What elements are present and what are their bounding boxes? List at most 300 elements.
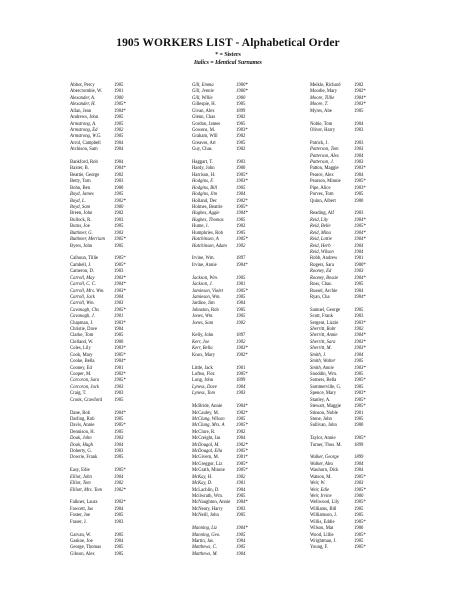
worker-year: 1903* [354, 166, 366, 172]
worker-name: Buttimer, Merriam [70, 237, 105, 243]
worker-name: Abbot, Percy [70, 83, 95, 88]
worker-year: 1904 [236, 384, 246, 390]
worker-name: Kerr, Joe [192, 339, 210, 345]
worker-year: 1904 [354, 461, 364, 467]
worker-name: Patrick, J. [310, 140, 329, 146]
worker-name: Burns, Joe [70, 224, 90, 230]
worker-name: Armstrong, W.G. [70, 134, 102, 140]
worker-year: 1904* [114, 282, 126, 288]
worker-year: 1905 [354, 192, 364, 198]
worker-name: Andrews, John [70, 115, 99, 121]
worker-name: Carroll, Mrs. Wm. [70, 288, 105, 294]
worker-year: 1904 [354, 288, 364, 294]
worker-year: 1905 [236, 545, 246, 551]
worker-year: 1904* [236, 500, 248, 506]
worker-name: Carroll, Jack [70, 294, 95, 300]
worker-year: 1903 [354, 481, 364, 487]
worker-name: Carroll, C. C. [70, 282, 97, 288]
worker-year: 1904 [236, 301, 246, 307]
worker-year: 1905* [114, 423, 126, 429]
worker-year: 1905 [236, 532, 246, 538]
worker-year: 1903* [354, 365, 366, 371]
worker-name: Carroll, May [70, 275, 95, 281]
worker-name: Cavanagh, J. [70, 314, 95, 320]
worker-name: Byers, John [70, 243, 93, 249]
worker-row [192, 552, 300, 558]
worker-name: Alexander, A. [70, 95, 96, 101]
worker-year: 1904 [354, 352, 364, 358]
worker-name: Irvine, Annie [192, 262, 217, 268]
worker-year: 1905 [354, 371, 364, 377]
worker-name: Kelly, John [192, 333, 214, 339]
worker-year: 1903* [354, 320, 366, 326]
worker-year: 1900 [354, 526, 364, 532]
worker-name: Jones, Sam [192, 320, 214, 326]
worker-year: 1905 [354, 513, 364, 519]
worker-name: McBride, Annie [192, 404, 223, 410]
worker-year: 1905 [354, 108, 364, 114]
worker-name: Hodgins, Bill [192, 185, 218, 191]
worker-year: 1902 [236, 320, 246, 326]
worker-year: 1904* [114, 166, 126, 172]
worker-name: Patton, Maggie [310, 166, 339, 172]
worker-year: 1904 [354, 243, 364, 249]
worker-year: 1905 [236, 275, 246, 281]
worker-name: Graham, Will [192, 134, 218, 140]
worker-name: Betty, Tom [70, 179, 91, 185]
worker-year: 1901 [236, 481, 246, 487]
worker-year: 1905 [236, 102, 246, 108]
worker-year: 1905 [114, 551, 124, 557]
worker-year: 1905* [236, 205, 248, 211]
worker-name: Gowens, M. [192, 127, 216, 133]
worker-year: 1899 [236, 378, 246, 384]
worker-year: 1905 [236, 307, 246, 313]
worker-name: Pearson, Minnie [310, 179, 341, 185]
worker-name: Wilson, Mat [310, 526, 334, 532]
worker-year: 1905* [114, 468, 126, 474]
worker-year: 1902 [114, 481, 124, 487]
worker-row [310, 545, 418, 551]
worker-year: 1903* [114, 320, 126, 326]
worker-year: 1903 [114, 269, 124, 275]
worker-name: Jones, Wm. [192, 314, 214, 320]
worker-name: Sherritt, Robt [310, 327, 336, 333]
worker-name: Lyness, Dave [192, 384, 217, 390]
worker-name: Mcilwrath, Wm. [192, 494, 224, 499]
worker-year: 1905* [354, 532, 366, 538]
worker-year: 1901 [114, 314, 124, 320]
worker-name: Stinson, Noble [310, 410, 338, 416]
worker-year: 1903 [236, 391, 246, 397]
worker-year: 1901 [236, 365, 246, 371]
worker-name: Holmes, Beatrie [192, 205, 223, 211]
worker-name: Stone, John [310, 416, 332, 422]
worker-year: 1903 [114, 519, 124, 525]
worker-name: Hutchinson, A [192, 237, 219, 243]
worker-year: 1905* [114, 262, 126, 268]
worker-name: Cameron, D. [70, 269, 95, 275]
worker-name: Garvan, W. [70, 532, 92, 538]
worker-name: Hodgins, Jim [192, 192, 217, 198]
worker-name: Cavanagh, Chs [70, 307, 99, 313]
worker-name: Cambell, J. [70, 262, 92, 268]
worker-name: Robb, Andrew [310, 256, 338, 262]
worker-name: Hutchinson, Adam [192, 243, 227, 249]
worker-name: Gillespie, H. [192, 102, 216, 108]
worker-name: Foster, Joe [70, 513, 91, 519]
worker-name: Harrison, H. [192, 172, 216, 178]
worker-name: Armstrong, A. [70, 121, 97, 127]
worker-year: 1904 [236, 192, 246, 198]
worker-name: Oliver, Harry [310, 127, 336, 133]
worker-name: Manning, Liz [192, 526, 218, 532]
worker-year: 1905 [114, 192, 124, 198]
worker-name: Patterson, J. [310, 160, 334, 166]
worker-year: 1905* [236, 461, 248, 467]
worker-name: Willis, Eddie [310, 519, 335, 525]
worker-year: 1904* [354, 237, 366, 243]
worker-year: 1903 [114, 436, 124, 442]
worker-year: 1904* [354, 95, 366, 101]
worker-name: Noble, Tom [310, 121, 333, 127]
worker-name: Stanley, A. [310, 397, 331, 403]
worker-name: Cooper, M. [70, 371, 92, 377]
worker-year: 1904 [236, 436, 246, 442]
worker-year: 1904 [114, 294, 124, 300]
worker-year: 1901 [354, 256, 364, 262]
worker-year: 1905* [236, 449, 248, 455]
worker-name: Turner, Thos. M. [310, 442, 342, 448]
worker-name: McDougal, M. [192, 442, 220, 448]
worker-year: 1900 [236, 166, 246, 172]
worker-name: Samuel, George [310, 307, 341, 313]
worker-name: Matthews, C. [192, 545, 217, 551]
worker-name: Reid, Mina [310, 230, 331, 236]
worker-name: Falkner, Laura [70, 500, 98, 506]
worker-name: Rooney, Ed [310, 269, 332, 275]
worker-name: Williams, Bill [310, 506, 337, 512]
worker-name: McGrath, Minnie [192, 468, 225, 474]
worker-year: 1905* [354, 519, 366, 525]
worker-year: 1903 [114, 384, 124, 390]
worker-year: 1905 [114, 455, 124, 461]
worker-name: Boyd, L. [70, 198, 86, 204]
worker-year: 1902* [114, 500, 126, 506]
worker-year: 1903* [114, 288, 126, 294]
worker-name: Walker, Alex [310, 461, 334, 467]
worker-name: Crook, Crawford [70, 397, 103, 403]
worker-year: 1904 [354, 172, 364, 178]
worker-name: Guy, Chas. [192, 147, 213, 153]
worker-name: Wood, Lillie [310, 532, 334, 538]
worker-year: 1902* [114, 371, 126, 377]
worker-name: Corcoran, Sara [70, 378, 100, 384]
worker-name: Loftus, Flor. [192, 371, 216, 377]
worker-year: 1900 [114, 205, 124, 211]
worker-year: 1903 [236, 160, 246, 166]
worker-year: 1904 [114, 327, 124, 333]
worker-year: 1905 [114, 429, 124, 435]
worker-year: 1900 [114, 339, 124, 345]
worker-name: Quinn, Albert [310, 198, 336, 204]
worker-name: Moodie, Mary [310, 89, 338, 95]
worker-year: 1905* [114, 352, 126, 358]
worker-name: Dane, Rob [70, 410, 91, 416]
worker-year: 1902* [236, 198, 248, 204]
worker-name: Patterson, Alex [310, 153, 339, 159]
worker-name: Hughes, Aggie [192, 211, 220, 217]
legend-sisters: * = Sisters [215, 52, 241, 58]
worker-year: 1904* [114, 108, 126, 114]
worker-name: McKay, H. [192, 474, 213, 480]
worker-name: Purves, Tom [310, 192, 334, 198]
worker-name: Rooney, Bessie [310, 275, 339, 281]
worker-year: 1900 [236, 95, 246, 101]
worker-year: 1903* [354, 346, 366, 352]
worker-name: Reid, Herb [310, 243, 331, 249]
worker-name: Armstrong, Ed [70, 127, 98, 133]
worker-name: Boyd, James [70, 192, 94, 198]
worker-year: 1905 [354, 538, 364, 544]
worker-name: Abercrombie, W. [70, 89, 103, 95]
worker-name: McClung, Mrs. A [192, 423, 225, 429]
worker-name: Patterson, Tom [310, 147, 339, 153]
worker-name: Gill, Emma [192, 83, 214, 88]
worker-name: Jackson, Wm. [192, 275, 218, 281]
worker-year: 1904* [354, 294, 366, 300]
worker-name: Boyd, Sam [70, 205, 91, 211]
worker-year: 1904* [354, 275, 366, 281]
worker-name: McClung, Wilson [192, 416, 225, 422]
worker-name: Hume, J. [192, 224, 209, 230]
worker-name: Irvine, Wm. [192, 256, 215, 262]
worker-year: 1904 [236, 538, 246, 544]
worker-year: 1903 [236, 506, 246, 512]
worker-year: 1905* [114, 378, 126, 384]
worker-name: McNeill, John [192, 513, 219, 519]
worker-year: 1904 [354, 121, 364, 127]
worker-year: 1904* [354, 333, 366, 339]
worker-year: 1901 [236, 282, 246, 288]
worker-name: Cooke, Bella [70, 359, 95, 365]
worker-year: 1904* [236, 262, 248, 268]
worker-name: Watson, M. [310, 474, 332, 480]
worker-name: Hodgins, F. [192, 179, 214, 185]
worker-name: Moore, Tillie [310, 95, 335, 101]
worker-year: 1900* [236, 89, 248, 95]
worker-year: 1905* [354, 500, 366, 506]
worker-year: 1902 [236, 474, 246, 480]
worker-year: 1905 [114, 545, 124, 551]
legend-italics: Italics = Identical Surnames [194, 60, 262, 66]
worker-year: 1904* [236, 526, 248, 532]
worker-year: 1904 [114, 506, 124, 512]
worker-name: Manning, Geo. [192, 532, 221, 538]
worker-year: 1905 [114, 243, 124, 249]
worker-year: 1905 [236, 494, 246, 499]
worker-year: 1901 [114, 365, 124, 371]
worker-year: 1904* [354, 230, 366, 236]
worker-name: Jamieson, Violet [192, 288, 223, 294]
worker-year: 1905* [354, 397, 366, 403]
worker-name: Gill, Jennie [192, 89, 214, 95]
worker-year: 1904 [354, 153, 364, 159]
worker-name: McClure, R. [192, 429, 216, 435]
worker-year: 1900 [354, 198, 364, 204]
worker-year: 1905 [114, 134, 124, 140]
worker-name: Elliot, Tom [70, 481, 91, 487]
worker-year: 1903 [114, 230, 124, 236]
worker-year: 1901 [354, 410, 364, 416]
worker-year: 1902 [114, 172, 124, 178]
worker-name: Haggart, T. [192, 160, 214, 166]
worker-year: 1899 [354, 442, 364, 448]
worker-name: Doak, John [70, 436, 92, 442]
worker-name: Reid, Lottie [310, 237, 332, 243]
worker-name: Meikle, Richard [310, 83, 341, 88]
worker-name: Reid, Lily [310, 217, 329, 223]
worker-year: 1897 [236, 256, 246, 262]
worker-year: 1903* [114, 275, 126, 281]
worker-year: 1905* [354, 474, 366, 480]
worker-year: 1905* [354, 224, 366, 230]
worker-name: Arrol, Campbell [70, 140, 101, 146]
worker-year: 1903 [354, 127, 364, 133]
worker-year: 1903 [114, 217, 124, 223]
worker-year: 1905* [236, 237, 248, 243]
worker-year: 1905 [236, 230, 246, 236]
worker-name: Jardine, Jim [192, 301, 215, 307]
worker-year: 1905* [114, 102, 126, 108]
worker-name: Cook, Mary [70, 352, 93, 358]
worker-name: Reid, Wilson [310, 249, 334, 255]
worker-year: 1904 [114, 474, 124, 480]
worker-year: 1901* [236, 455, 248, 461]
worker-name: Bohn, Ben [70, 185, 91, 191]
worker-year: 1905 [236, 121, 246, 127]
worker-name: Smith, J. [310, 352, 327, 358]
worker-year: 1902 [236, 134, 246, 140]
worker-year: 1905* [114, 307, 126, 313]
worker-year: 1903 [354, 211, 364, 217]
worker-year: 1905 [114, 532, 124, 538]
worker-year: 1904* [114, 359, 126, 365]
worker-name: Cooney, Ed [70, 365, 92, 371]
worker-name: Easy, Edie [70, 468, 90, 474]
worker-name: McCreight, Jas [192, 436, 221, 442]
worker-year: 1903* [354, 339, 366, 345]
worker-name: Buttimer, G. [70, 230, 93, 236]
worker-year: 1905 [114, 83, 124, 88]
worker-name: Doherty, G. [70, 449, 92, 455]
worker-year: 1905 [354, 282, 364, 288]
worker-name: Weir, Edie [310, 487, 330, 493]
worker-name: Stewart, Maggie [310, 404, 341, 410]
worker-name: Smith, Walter [310, 359, 336, 365]
worker-name: Allan, Jean [70, 108, 92, 114]
worker-name: Sergent, Lizzie [310, 320, 339, 326]
worker-name: Gibson, Alex [70, 551, 95, 557]
worker-year: 1905 [114, 333, 124, 339]
worker-name: Russel, Archie [310, 288, 338, 294]
worker-year: 1905* [236, 468, 248, 474]
worker-name: Baxter, B. [70, 166, 89, 172]
page-title: 1905 WORKERS LIST - Alphabetical Order [116, 37, 340, 49]
worker-name: Bankford, Rob [70, 160, 98, 166]
worker-year: 1905 [354, 307, 364, 313]
worker-name: Matthews, M. [192, 551, 218, 557]
worker-year: 1900* [354, 262, 366, 268]
worker-year: 1905* [354, 436, 366, 442]
worker-name: Christie, Dave [70, 327, 98, 333]
worker-year: 1905* [114, 237, 126, 243]
worker-name: Carroll, Wm. [70, 301, 95, 307]
worker-name: Hardy, John [192, 166, 215, 172]
worker-name: Sherritt, Annie [310, 333, 338, 339]
worker-name: Ryan, Cha [310, 294, 330, 300]
worker-year: 1905 [114, 224, 124, 230]
worker-year: 1902 [236, 429, 246, 435]
worker-year: 1905* [354, 545, 366, 551]
worker-year: 1900 [354, 494, 364, 499]
worker-year: 1900 [114, 185, 124, 191]
worker-name: Wauhorn, Dick [310, 468, 339, 474]
worker-year: 1902 [236, 339, 246, 345]
worker-year: 1902 [236, 224, 246, 230]
worker-name: Clelland, W. [70, 339, 94, 345]
worker-year: 1900 [114, 95, 124, 101]
worker-year: 1902 [236, 243, 246, 249]
worker-name: Darling, Rob [70, 416, 95, 422]
worker-name: Alexander, H. [70, 102, 96, 108]
worker-year: 1899 [354, 455, 364, 461]
worker-year: 1905 [354, 384, 364, 390]
worker-name: McLachlin, D. [192, 487, 220, 493]
worker-year: 1903* [236, 179, 248, 185]
worker-name: Craig, T. [70, 391, 87, 397]
worker-year: 1904 [236, 551, 246, 557]
worker-year: 1904* [354, 217, 366, 223]
worker-year: 1903 [114, 391, 124, 397]
worker-name: Bullock, R. [70, 217, 92, 223]
worker-name: Martin, Jas. [192, 538, 215, 544]
worker-name: Davis, Annie [70, 423, 95, 429]
worker-name: Pipe, Alice [310, 185, 331, 191]
worker-year: 1903 [114, 179, 124, 185]
worker-year: 1903* [236, 346, 248, 352]
worker-name: McDougal, Ella [192, 449, 223, 455]
worker-year: 1905 [114, 397, 124, 403]
worker-year: 1899 [236, 108, 246, 114]
worker-year: 1905 [114, 513, 124, 519]
worker-year: 1901 [114, 89, 124, 95]
worker-year: 1902 [236, 115, 246, 121]
worker-name: Weir, W. [310, 481, 326, 487]
worker-year: 1905* [114, 256, 126, 262]
worker-name: Gordon, James [192, 121, 221, 127]
worker-row [70, 552, 178, 558]
worker-year: 1900* [236, 83, 248, 88]
worker-name: Johnston, Rob [192, 307, 219, 313]
worker-year: 1905 [236, 416, 246, 422]
worker-name: Beattie, George [70, 172, 100, 178]
worker-year: 1905 [236, 294, 246, 300]
worker-name: Ross, Chas. [310, 282, 333, 288]
worker-year: 1905* [354, 404, 366, 410]
worker-name: Dowrie, Frank [70, 455, 98, 461]
worker-year: 1903 [354, 269, 364, 275]
